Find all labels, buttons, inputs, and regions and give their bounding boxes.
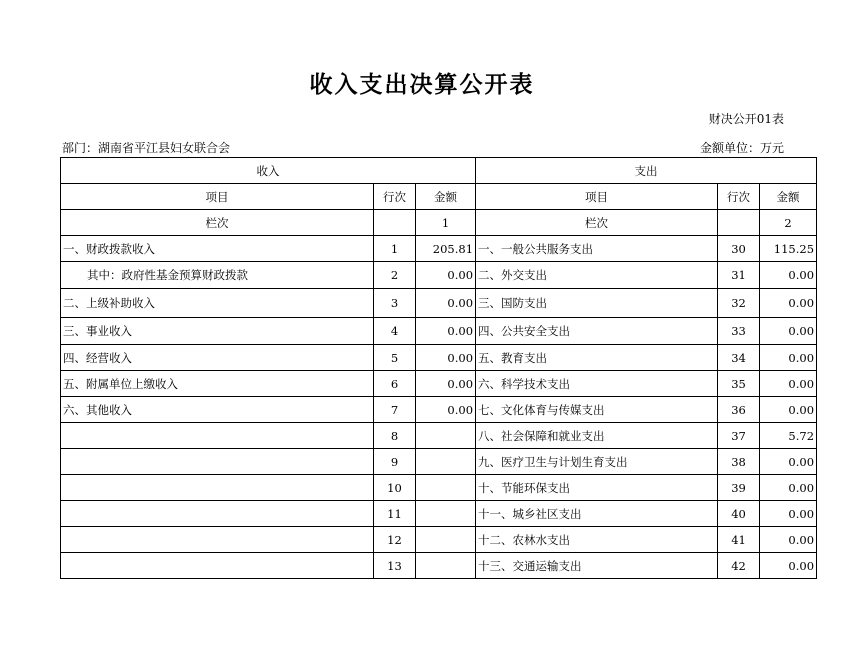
income-item-cell: 二、上级补助收入 xyxy=(61,289,374,318)
income-line-header: 行次 xyxy=(374,184,416,210)
income-line-cell: 7 xyxy=(374,397,416,423)
expense-line-cell: 32 xyxy=(718,289,760,318)
expense-amount-cell: 115.25 xyxy=(760,236,817,262)
expense-item-cell: 十二、农林水支出 xyxy=(476,527,718,553)
income-amount-cell: 0.00 xyxy=(416,345,476,371)
table-row xyxy=(61,236,817,262)
table-row xyxy=(61,553,817,579)
expense-amount-cell: 0.00 xyxy=(760,262,817,289)
expense-amount-cell: 0.00 xyxy=(760,318,817,345)
expense-item-cell: 十三、交通运输支出 xyxy=(476,553,718,579)
income-amount-cell: 0.00 xyxy=(416,262,476,289)
income-amount-cell xyxy=(416,475,476,501)
expense-item-cell: 七、文化体育与传媒支出 xyxy=(476,397,718,423)
income-amount-cell xyxy=(416,423,476,449)
table-row xyxy=(61,501,817,527)
income-item-cell xyxy=(61,423,374,449)
expense-amount-cell: 0.00 xyxy=(760,475,817,501)
income-amount-cell xyxy=(416,501,476,527)
expense-amount-cell: 5.72 xyxy=(760,423,817,449)
table-row xyxy=(61,345,817,371)
income-item-cell xyxy=(61,501,374,527)
income-amount-cell: 0.00 xyxy=(416,371,476,397)
table-row xyxy=(61,289,817,318)
expense-amount-cell: 0.00 xyxy=(760,527,817,553)
expense-item-cell: 十、节能环保支出 xyxy=(476,475,718,501)
expense-item-cell: 二、外交支出 xyxy=(476,262,718,289)
income-item-cell: 六、其他收入 xyxy=(61,397,374,423)
column-number-row xyxy=(61,210,817,236)
income-item-cell: 其中：政府性基金预算财政拨款 xyxy=(61,262,374,289)
table-row xyxy=(61,397,817,423)
table-row xyxy=(61,475,817,501)
income-line-cell: 1 xyxy=(374,236,416,262)
table-row xyxy=(61,423,817,449)
expense-column-number: 2 xyxy=(760,210,817,236)
expense-item-cell: 九、医疗卫生与计划生育支出 xyxy=(476,449,718,475)
income-section-header: 收入 xyxy=(61,158,476,184)
income-item-cell: 一、财政拨款收入 xyxy=(61,236,374,262)
income-line-blank xyxy=(374,210,416,236)
income-line-cell: 8 xyxy=(374,423,416,449)
expense-line-cell: 41 xyxy=(718,527,760,553)
expense-item-cell: 一、一般公共服务支出 xyxy=(476,236,718,262)
expense-item-cell: 十一、城乡社区支出 xyxy=(476,501,718,527)
expense-amount-cell: 0.00 xyxy=(760,371,817,397)
income-amount-cell xyxy=(416,449,476,475)
income-item-cell: 三、事业收入 xyxy=(61,318,374,345)
table-row xyxy=(61,449,817,475)
expense-amount-cell: 0.00 xyxy=(760,397,817,423)
expense-line-blank xyxy=(718,210,760,236)
income-line-cell: 3 xyxy=(374,289,416,318)
report-title: 收入支出决算公开表 xyxy=(309,71,535,98)
expense-amount-cell: 0.00 xyxy=(760,501,817,527)
income-item-cell xyxy=(61,449,374,475)
income-amount-header: 金额 xyxy=(416,184,476,210)
income-line-cell: 2 xyxy=(374,262,416,289)
expense-section-header: 支出 xyxy=(476,158,817,184)
expense-amount-cell: 0.00 xyxy=(760,553,817,579)
expense-item-cell: 四、公共安全支出 xyxy=(476,318,718,345)
expense-line-cell: 35 xyxy=(718,371,760,397)
expense-line-cell: 30 xyxy=(718,236,760,262)
expense-item-cell: 五、教育支出 xyxy=(476,345,718,371)
form-number: 财决公开01表 xyxy=(708,112,784,126)
header-row-sections xyxy=(61,158,817,184)
income-amount-cell: 205.81 xyxy=(416,236,476,262)
table-row xyxy=(61,371,817,397)
table-row xyxy=(61,262,817,289)
header-row-columns xyxy=(61,184,817,210)
income-amount-cell: 0.00 xyxy=(416,318,476,345)
expense-line-cell: 31 xyxy=(718,262,760,289)
income-amount-cell xyxy=(416,553,476,579)
amount-unit-label: 金额单位：万元 xyxy=(699,141,784,155)
income-item-cell: 五、附属单位上缴收入 xyxy=(61,371,374,397)
department-label: 部门：湖南省平江县妇女联合会 xyxy=(62,141,231,155)
expense-item-header: 项目 xyxy=(476,184,718,210)
expense-item-cell: 八、社会保障和就业支出 xyxy=(476,423,718,449)
expense-line-cell: 38 xyxy=(718,449,760,475)
table-row xyxy=(61,527,817,553)
expense-amount-cell: 0.00 xyxy=(760,345,817,371)
income-line-cell: 10 xyxy=(374,475,416,501)
expense-amount-cell: 0.00 xyxy=(760,289,817,318)
income-expense-table xyxy=(60,157,817,579)
income-item-cell: 四、经营收入 xyxy=(61,345,374,371)
expense-line-cell: 33 xyxy=(718,318,760,345)
income-line-cell: 11 xyxy=(374,501,416,527)
income-amount-cell xyxy=(416,527,476,553)
income-line-cell: 12 xyxy=(374,527,416,553)
income-column-number: 1 xyxy=(416,210,476,236)
expense-line-cell: 36 xyxy=(718,397,760,423)
income-item-cell xyxy=(61,553,374,579)
income-line-cell: 13 xyxy=(374,553,416,579)
expense-item-cell: 三、国防支出 xyxy=(476,289,718,318)
income-amount-cell: 0.00 xyxy=(416,289,476,318)
expense-amount-cell: 0.00 xyxy=(760,449,817,475)
expense-line-cell: 34 xyxy=(718,345,760,371)
income-item-cell xyxy=(61,527,374,553)
expense-line-cell: 42 xyxy=(718,553,760,579)
expense-line-cell: 37 xyxy=(718,423,760,449)
expense-item-cell: 六、科学技术支出 xyxy=(476,371,718,397)
income-line-cell: 4 xyxy=(374,318,416,345)
expense-line-cell: 40 xyxy=(718,501,760,527)
income-line-cell: 5 xyxy=(374,345,416,371)
income-column-label: 栏次 xyxy=(61,210,374,236)
income-amount-cell: 0.00 xyxy=(416,397,476,423)
expense-column-label: 栏次 xyxy=(476,210,718,236)
table-row xyxy=(61,318,817,345)
expense-amount-header: 金额 xyxy=(760,184,817,210)
expense-line-header: 行次 xyxy=(718,184,760,210)
income-item-header: 项目 xyxy=(61,184,374,210)
expense-line-cell: 39 xyxy=(718,475,760,501)
income-line-cell: 6 xyxy=(374,371,416,397)
income-item-cell xyxy=(61,475,374,501)
income-line-cell: 9 xyxy=(374,449,416,475)
